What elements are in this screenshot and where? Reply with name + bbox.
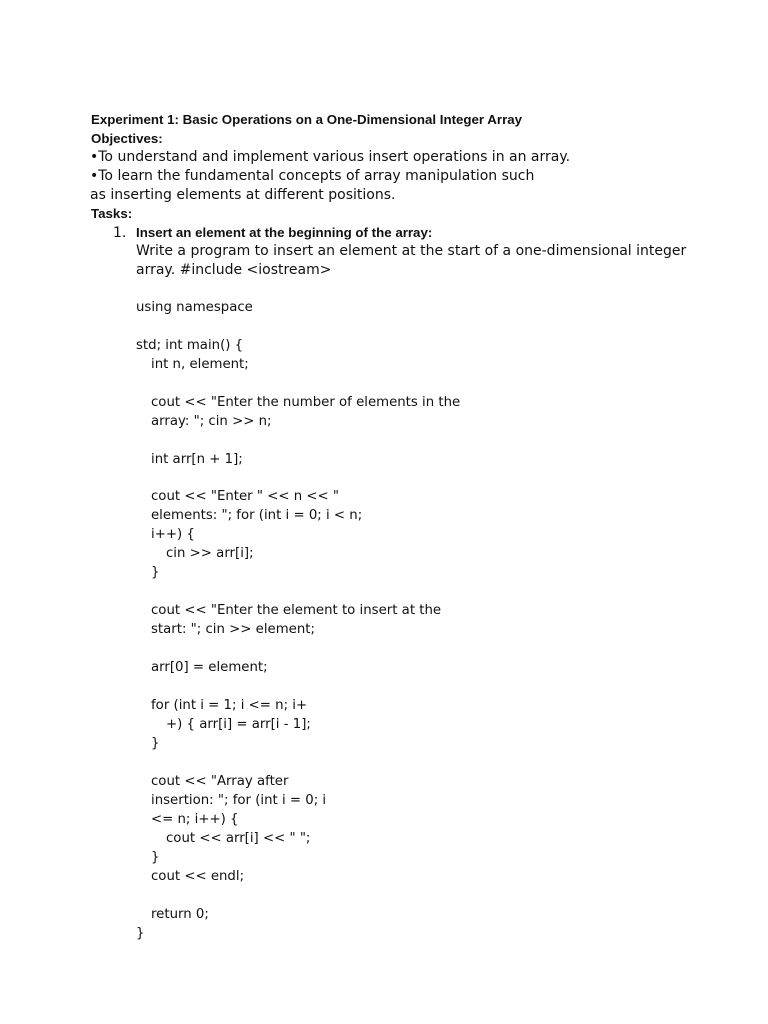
objective-line: as inserting elements at different positions. (90, 187, 396, 203)
code-line: i++) { (151, 527, 195, 542)
code-line: } (136, 926, 145, 941)
experiment-title: Experiment 1: Basic Operations on a One-Dimensional Integer Array (91, 112, 523, 127)
code-line: using namespace (136, 300, 253, 315)
code-line: array: "; cin >> n; (151, 414, 272, 429)
objective-line: •To learn the fundamental concepts of array manipulation such (90, 168, 535, 184)
code-line: std; int main() { (136, 338, 244, 353)
code-line: cout << "Enter the element to insert at the (151, 603, 442, 618)
code-line: return 0; (151, 907, 209, 922)
code-line: int n, element; (151, 357, 249, 372)
task-heading: Insert an element at the beginning of the array: (136, 225, 433, 240)
code-line: } (151, 850, 160, 865)
code-line: start: "; cin >> element; (151, 622, 315, 637)
code-line: cin >> arr[i]; (166, 546, 254, 561)
code-line: } (151, 565, 160, 580)
task-description-line: Write a program to insert an element at the start of a one-dimensional integer (136, 243, 687, 259)
code-line: for (int i = 1; i <= n; i+ (151, 698, 308, 713)
code-line: elements: "; for (int i = 0; i < n; (151, 508, 363, 523)
tasks-heading: Tasks: (91, 206, 133, 221)
objective-line: •To understand and implement various insert operations in an array. (90, 149, 571, 165)
code-line: } (151, 736, 160, 751)
code-line: +) { arr[i] = arr[i - 1]; (166, 717, 311, 732)
code-line: <= n; i++) { (151, 812, 239, 827)
code-line: int arr[n + 1]; (151, 452, 243, 467)
code-line: cout << endl; (151, 869, 245, 884)
code-line: arr[0] = element; (151, 660, 268, 675)
code-line: cout << "Array after (151, 774, 289, 789)
code-line: insertion: "; for (int i = 0; i (151, 793, 327, 808)
task-number: 1. (113, 225, 127, 241)
code-line: cout << "Enter the number of elements in the (151, 395, 461, 410)
task-description-line: array. #include <iostream> (136, 262, 332, 278)
code-line: cout << "Enter " << n << " (151, 489, 339, 504)
code-line: cout << arr[i] << " "; (166, 831, 311, 846)
objectives-heading: Objectives: (91, 131, 163, 146)
